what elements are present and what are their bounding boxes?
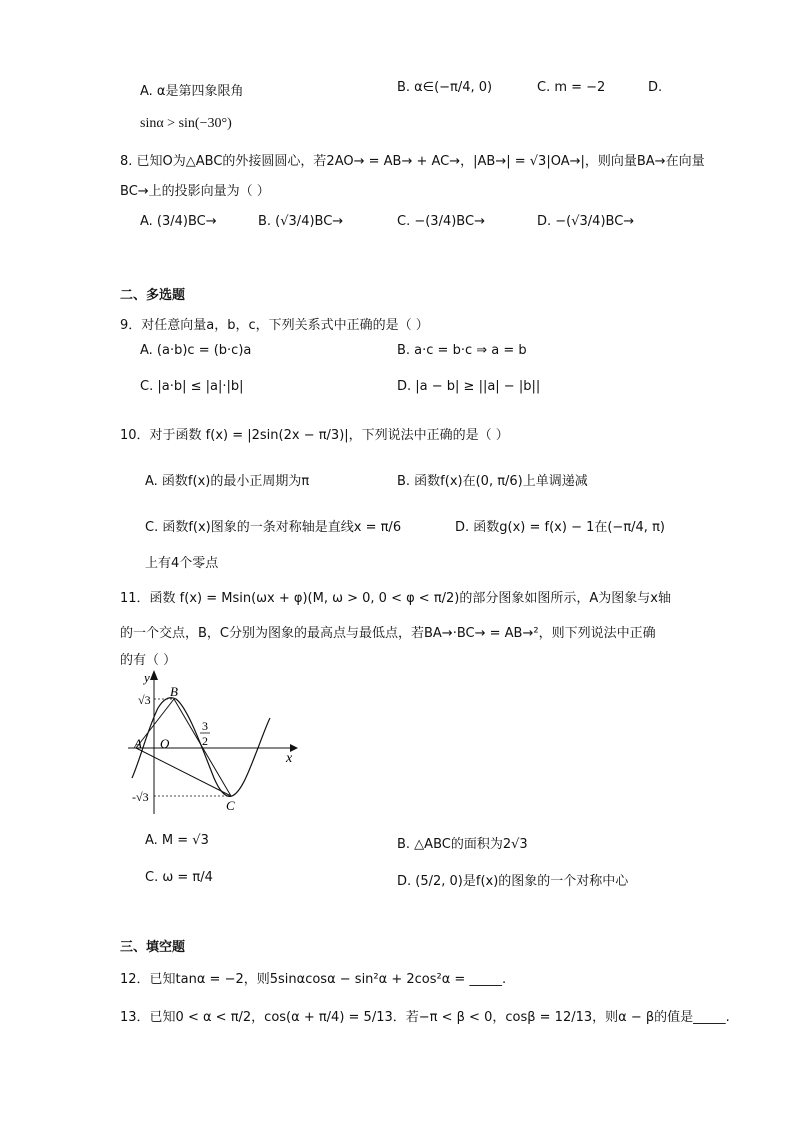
q9-option-a: A. (a·b)c = (b·c)a: [140, 343, 252, 358]
q13-stem: 13．已知0 < α < π/2，cos(α + π/4) = 5/13．若−π < β < 0，cosβ = 12/13，则α − β的值是_____.: [120, 1010, 730, 1025]
x-axis-label: x: [286, 751, 293, 766]
q11-option-d: D. (5/2, 0)是f(x)的图象的一个对称中心: [397, 874, 629, 889]
y-axis-arrow: [150, 670, 158, 680]
q12-stem: 12．已知tanα = −2，则5sinαcosα − sin²α + 2cos²α = _____.: [120, 972, 507, 987]
q9-stem: 9．对任意向量a，b，c，下列关系式中正确的是（ ）: [120, 318, 429, 333]
q10-option-b: B. 函数f(x)在(0, π/6)上单调递减: [397, 474, 588, 489]
q10-option-d: D. 函数g(x) = f(x) − 1在(−π/4, π): [455, 520, 665, 535]
q10-stem: 10．对于函数 f(x) = |2sin(2x − π/3)|，下列说法中正确的是（ ）: [120, 428, 509, 443]
q10-option-c: C. 函数f(x)图象的一条对称轴是直线x = π/6: [145, 520, 402, 535]
q8-option-c: C. −(3/4)BC→: [397, 214, 485, 229]
q7-option-b: B. α∈(−π/4, 0): [397, 80, 493, 95]
q9-option-b: B. a·c = b·c ⇒ a = b: [397, 343, 527, 358]
q11-option-c: C. ω = π/4: [145, 870, 213, 885]
q11-option-b: B. △ABC的面积为2√3: [397, 837, 528, 852]
q8-option-b: B. (√3/4)BC→: [258, 214, 344, 229]
q8-stem-line2: BC→上的投影向量为（ ）: [120, 184, 270, 199]
q7-option-d-text: sinα > sin(−30°): [140, 116, 232, 131]
q8-option-d: D. −(√3/4)BC→: [537, 214, 635, 229]
tick-numerator: 3: [202, 719, 208, 733]
q8-option-a: A. (3/4)BC→: [140, 214, 217, 229]
q10-option-d-cont: 上有4个零点: [145, 556, 219, 571]
sine-curve: [132, 698, 270, 797]
section-title-multiple-choice: 二、多选题: [120, 288, 186, 303]
q8-stem-line1: 8. 已知O为△ABC的外接圆圆心，若2AO→ = AB→ + AC→，|AB→| = √3|OA→|，则向量BA→在向量: [120, 154, 705, 169]
max-value-label: √3: [138, 693, 151, 707]
q11-stem-line3: 的有（ ）: [120, 653, 177, 668]
q10-option-a: A. 函数f(x)的最小正周期为π: [145, 474, 310, 489]
q11-stem-line2: 的一个交点，B，C分别为图象的最高点与最低点，若BA→·BC→ = AB→²，则下列说法中正确: [120, 626, 656, 641]
q9-option-d: D. |a − b| ≥ ||a| − |b||: [397, 379, 541, 394]
point-c-label: C: [226, 798, 235, 813]
min-value-label: -√3: [132, 790, 149, 804]
q11-stem-line1: 11．函数 f(x) = Msin(ωx + φ)(M, ω > 0, 0 < φ < π/2)的部分图象如图所示，A为图象与x轴: [120, 591, 671, 606]
point-o-label: O: [160, 736, 170, 751]
tick-denominator: 2: [202, 734, 208, 748]
q9-option-c: C. |a·b| ≤ |a|·|b|: [140, 379, 244, 394]
sine-graph: [118, 668, 298, 816]
point-b-label: B: [170, 684, 178, 699]
section-title-fill-in: 三、填空题: [120, 940, 186, 955]
y-axis-label: y: [144, 670, 150, 685]
q7-option-c: C. m = −2: [537, 80, 606, 95]
q7-option-a: A. α是第四象限角: [140, 84, 244, 99]
point-a-label: A: [134, 736, 142, 751]
q11-option-a: A. M = √3: [145, 833, 209, 848]
q7-option-d: D.: [648, 80, 663, 95]
